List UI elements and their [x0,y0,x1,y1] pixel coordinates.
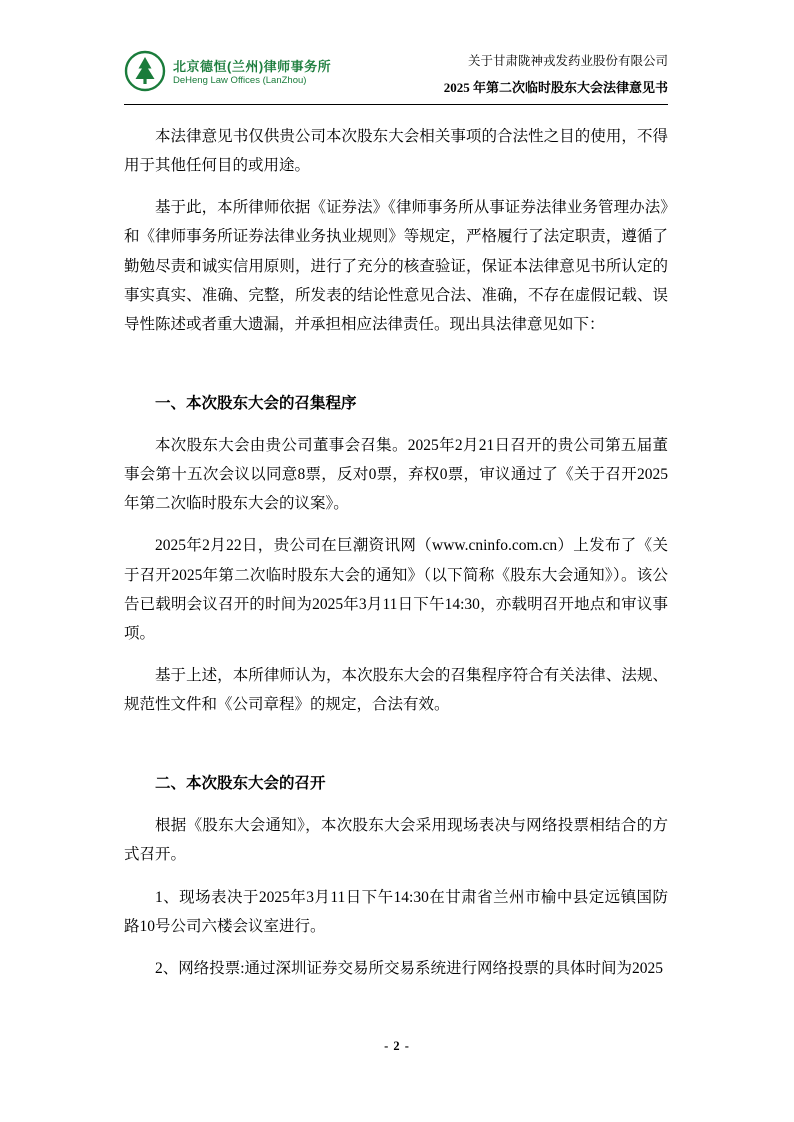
body-paragraph: 1、现场表决于2025年3月11日下午14:30在甘肃省兰州市榆中县定远镇国防路10号公司六楼会议室进行。 [124,888,668,935]
deheng-logo-icon [124,50,166,97]
body-paragraph: 根据《股东大会通知》，本次股东大会采用现场表决与网络投票相结合的方式召开。 [124,817,668,864]
body-paragraph: 2、网络投票:通过深圳证券交易所交易系统进行网络投票的具体时间为2025 [155,959,664,977]
body-paragraph: 本次股东大会由贵公司董事会召集。2025年2月21日召开的贵公司第五届董事会第十五次会议以同意8票，反对0票，弃权0票，审议通过了《关于召开2025年第二次临时股东大会的议案》。 [124,437,668,513]
law-firm-name-en: DeHeng Law Offices (LanZhou) [173,75,307,87]
header-titles [444,52,668,97]
header-company-line: 关于甘肃陇神戎发药业股份有限公司 [467,54,668,69]
body-paragraph: 2025年2月22日，贵公司在巨潮资讯网（www.cninfo.com.cn）上发布了《关于召开2025年第二次临时股东大会的通知》（以下简称《股东大会通知》）。该公告已载明会议召开的时间为2025年3月11日下午14:30，亦载明召开地点和审议事项。 [124,537,668,642]
page-number: - 2 - [384,1039,410,1053]
document-header [124,50,668,97]
section-heading-convening-procedure: 一、本次股东大会的召集程序 [155,394,357,412]
header-divider [124,104,668,105]
body-paragraph: 基于此，本所律师依据《证券法》《律师事务所从事证券法律业务管理办法》和《律师事务所证券法律业务执业规则》等规定，严格履行了法定职责，遵循了勤勉尽责和诚实信用原则，进行了充分的核查验证，保证本法律意见书所认定的事实真实、准确、完整，所发表的结论性意见合法、准确，不存在虚假记载、误导性陈述或者重大遗漏，并承担相应法律责任。现出具法律意见如下： [124,199,668,333]
body-paragraph: 本法律意见书仅供贵公司本次股东大会相关事项的合法性之目的使用，不得用于其他任何目的或用途。 [124,128,668,175]
body-paragraph: 基于上述，本所律师认为，本次股东大会的召集程序符合有关法律、法规、规范性文件和《公司章程》的规定，合法有效。 [124,666,668,713]
law-firm-name [173,59,331,88]
document-body [124,122,668,983]
law-firm-logo [124,50,331,97]
section-heading-meeting-holding: 二、本次股东大会的召开 [155,775,326,793]
header-document-title: 2025 年第二次临时股东大会法律意见书 [443,79,668,95]
law-firm-name-cn: 北京德恒(兰州)律师事务所 [173,59,332,75]
